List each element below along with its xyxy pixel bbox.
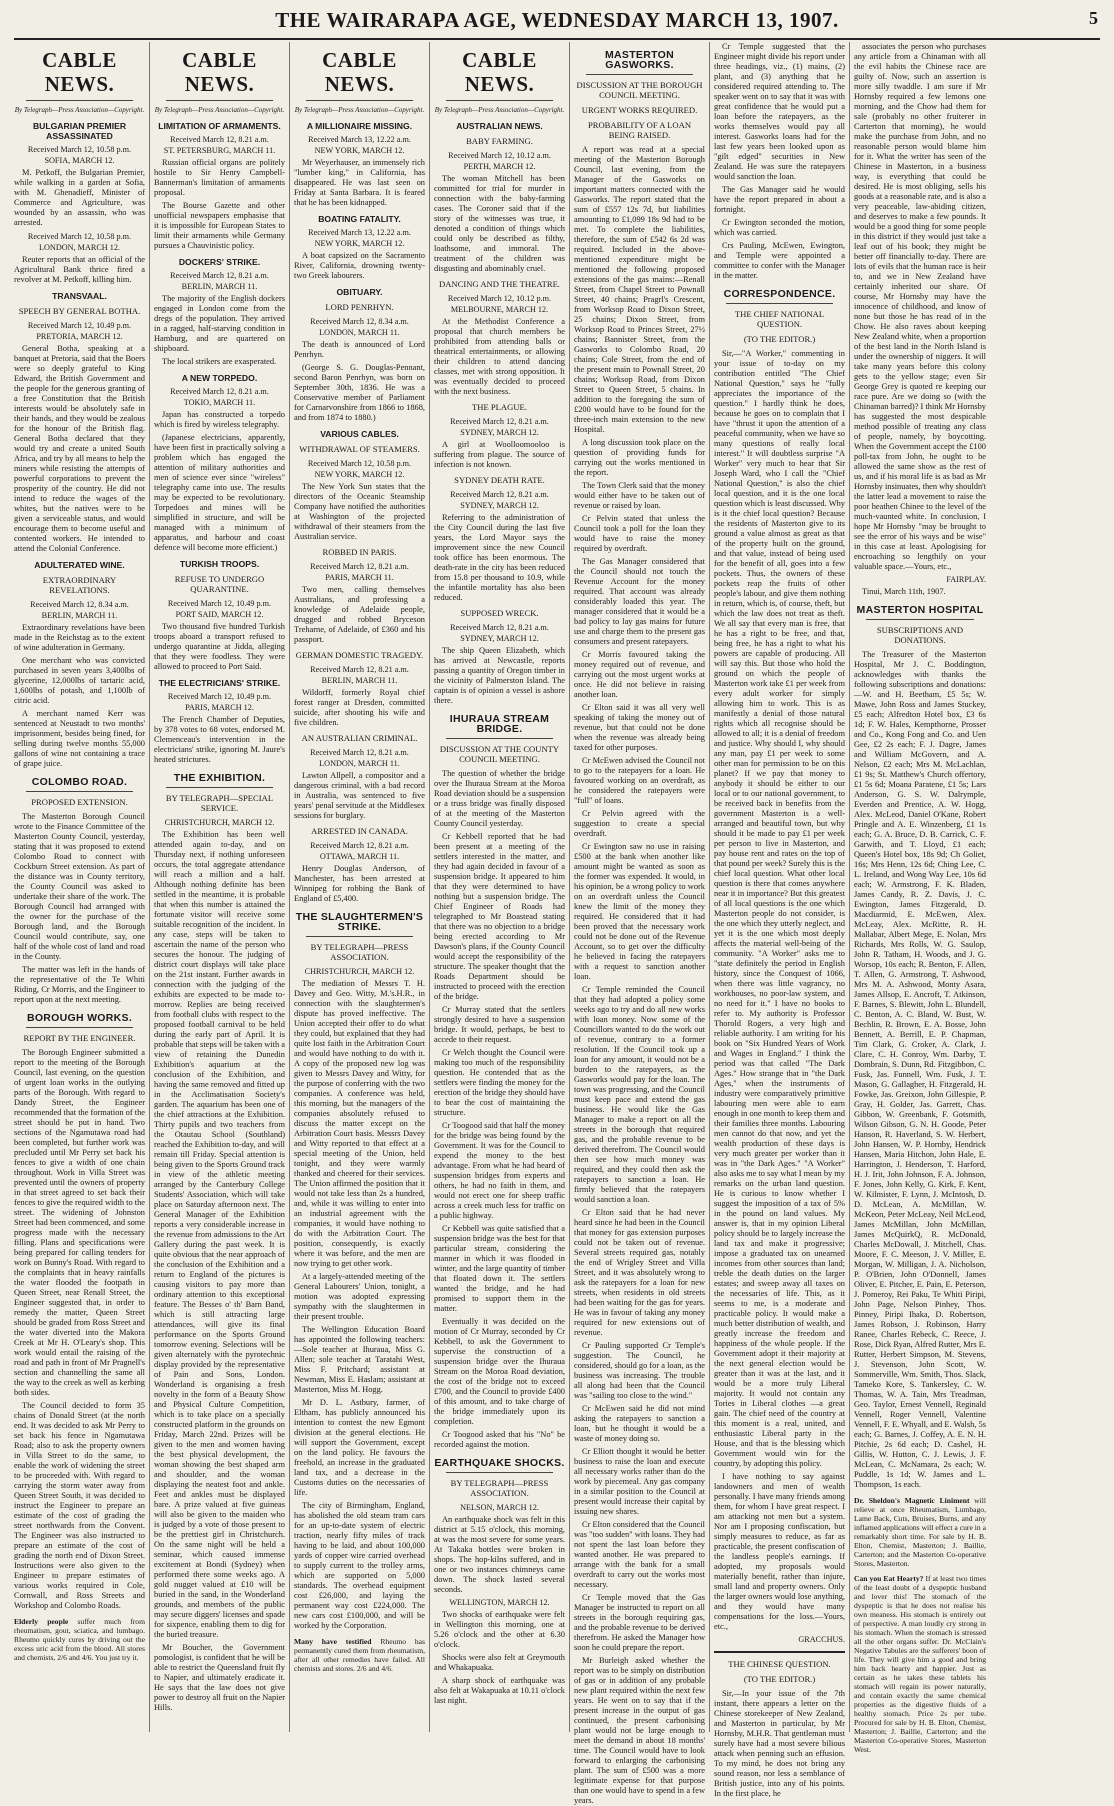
newspaper-page	[10, 42, 1104, 1805]
column-1	[10, 42, 150, 1732]
dateline: SYDNEY, MARCH 12.	[460, 501, 539, 510]
section-heading: TRANSVAAL.	[52, 291, 107, 301]
divider	[446, 100, 553, 101]
subheading: ROBBED IN PARIS.	[322, 547, 397, 557]
subheading: THE CHIEF NATIONAL QUESTION.	[734, 309, 825, 329]
subheading: THE CHINESE QUESTION.	[728, 1659, 831, 1669]
page-number: 5	[1089, 8, 1098, 28]
paragraph: The mediation of Messrs T. H. Davey and Geo. Witty, M.'s.H.R., in connection with the slaughtermen's dispute has proved ineffective. The Union accepted their offer to do what they could, but explained that they had quite lost faith in the Arbitration Court and would have nothing to do with it. A copy of the proposed new log was given to Messrs Davey and Witty, for the purpose of conferring with the two companies. A conference was held, this morning, but the managers of the companies absolutely refused to discuss the matter except on the Arbitration Court basis. Messrs Davey and Witty reported to that effect at a special meeting of the Union, held tonight, and they were warmly thanked and cheered for their services. The Union affirmed the position that it would not take less than 2s a hundred, and, while it was willing to enter into an industrial agreement with the companies, it would have nothing to do with the Arbitration Court. The position, consequently, is exactly where it was before, and the men are now trying to get other work.	[294, 979, 425, 1268]
paragraph: Extraordinary revelations have been made in the Reichstag as to the extent of wine adulteration in Germany.	[14, 623, 145, 652]
subheading: SUPPOSED WRECK.	[460, 608, 539, 618]
dateline: CHRISTCHURCH, MARCH 12.	[164, 818, 275, 827]
dateline: BERLIN, MARCH 11.	[321, 676, 398, 685]
byline: By Telegraph—Press Association—Copyright.	[434, 106, 565, 114]
paragraph: Cr Morris favoured taking the money required out of revenue, and carrying out the most urgent works at once. He did not believe in raising another loan.	[574, 650, 705, 699]
paragraph: The French Chamber of Deputies, by 378 votes to 68 votes, endorsed M. Clemenceau's intervention in the electricians' strike, ignoring M. Jaure's heated strictures.	[154, 715, 285, 764]
paragraph: Eventually it was decided on the motion of Cr Murray, seconded by Cr Kebbell, to ask the Government to supervise the construction of a suspension bridge over the Ihuraua Stream on the Moroa Road deviation, the cost of the bridge not to exceed £700, and the Council to provide £400 of this amount, and to take charge of the bridge immediately upon its completion.	[434, 1317, 565, 1426]
column-2	[150, 42, 290, 1732]
subheading: DISCUSSION AT THE COUNTY COUNCIL MEETING.	[439, 744, 560, 764]
article-heading: BOROUGH WORKS.	[26, 1012, 133, 1024]
received-line: Received March 12, 10.49 p.m.	[27, 321, 132, 330]
paragraph: At a largely-attended meeting of the General Labourers' Union, tonight, a motion was adopted expressing sympathy with the slaughtermen in their present trouble.	[294, 1272, 425, 1321]
received-line: Received March 12, 8.21 a.m.	[310, 841, 409, 850]
paragraph: M. Petkoff, the Bulgarian Premier, while walking in a garden at Sofia, with M. Ghenadieff, Minister of Commerce and Agriculture, was wounded by an assassin, who was arrested.	[14, 168, 145, 227]
section-heading: OBITUARY.	[336, 287, 383, 297]
paragraph: Mr D. L. Astbury, farmer, of Eltham, has publicly announced his intention to contest the new Egmont division at the general elections. He will support the Government, except on the land policy. He favours the freehold, an increase in the graduated land tax, and a decrease in the Customs duties on the necessaries of life.	[294, 1398, 425, 1497]
advert-text: Rheumo has permanently cured them from rheumatism, after all other remedies have failed. All chemists and stores. 2/6 and 4/6.	[294, 1637, 425, 1673]
advertisement	[854, 1496, 986, 1568]
paragraph: (George S. G. Douglas-Pennant, second Baron Penrhyn, was born on September 30th, 1836. He was a Conservative member of Parliament for Carnarvonshire from 1866 to 1868, and from 1874 to 1880.)	[294, 363, 425, 422]
subheading: (TO THE EDITOR.)	[743, 1674, 816, 1684]
paragraph: Cr Pauling supported Cr Temple's suggestion. The Council, he considered, should go for a loan, as the business was increasing. The trouble all along had been that the Council was "sailing too close to the wind."	[574, 1341, 705, 1400]
subheading: PROPOSED EXTENSION.	[31, 797, 128, 807]
paragraph: General Botha, speaking at a banquet at Pretoria, said that the Boers were so deeply grateful to King Edward, the British Government and the people for the generous granting of a free Constitution that the British interests would be absolutely safe in their hands, and they would be zealous for the honour of the British flag. General Botha declared that they would try and create a united South Africa, and try by all means to help the miners while resisting the attempts of powerful corporations to prevent the prosperity of the country. He did not intend to reduce the wages of the whites, but the natives were to be given a serviceable status, and would encourage them to become useful and contented workers. He intended to attend the Colonial Conference.	[14, 344, 145, 553]
dateline: SYDNEY, MARCH 12.	[460, 634, 539, 643]
paragraph: Cr Temple moved that the Gas Manager be instructed to report on all streets in the borough requiring gas, and the probable revenue to be derived therefrom. He asked the Manager how soon he could prepare the report.	[574, 1593, 705, 1652]
section-heading: TURKISH TROOPS.	[179, 559, 260, 569]
paragraph: Mr Boucher, the Government pomologist, is confident that he will be able to restrict the Queensland fruit fly to Napier, and ultimately eradicate it. He says that the law does not give power to destroy all fruit on the Napier Hills.	[154, 1643, 285, 1712]
paragraph: The city of Birmingham, England, has abolished the old steam tram cars for an up-to-date system of electric traction, nearly fifty miles of track having to be laid, and about 100,000 yards of copper wire carried overhead to supply current to the trolley arms, which are supported on 5,000 standards. The overhead equipment cost £26,000, and laying the permanent way cost £224,000. The new cars cost £100,000, and will be worked by the Corporation.	[294, 1501, 425, 1630]
advertisement	[294, 1637, 425, 1673]
paragraph: Cr McEwen advised the Council not to go to the ratepayers for a loan. He favoured working on an overdraft, as he considered the ratepayers were "full" of loans.	[574, 756, 705, 805]
section-heading: AUSTRALIAN NEWS.	[456, 121, 543, 131]
column-7	[850, 42, 990, 1754]
paragraph: Cr Elton considered that the Council was "too sudden" with loans. They had not spent the last loan before they wanted another. He was prepared to arrange with the bank for a small overdraft to carry out the works most necessary.	[574, 1520, 705, 1589]
subheading: WITHDRAWAL OF STEAMERS.	[299, 444, 420, 454]
subheading: PROBABILITY OF A LOAN BEING RAISED.	[587, 120, 692, 140]
dateline: OTTAWA, MARCH 11.	[319, 852, 400, 861]
subheading: BY TELEGRAPH—PRESS ASSOCIATION.	[450, 1478, 549, 1498]
dateline: SOFIA, MARCH 12.	[44, 156, 115, 165]
subheading: SPEECH BY GENERAL BOTHA.	[18, 306, 141, 316]
subheading: ARRESTED IN CANADA.	[311, 826, 408, 836]
dateline: BERLIN, MARCH 11.	[181, 282, 258, 291]
paragraph: The matter was left in the hands of the representative of the Te Whiti Riding, Cr Morris, and the Engineer to report upon at the next meeting.	[14, 965, 145, 1004]
paragraph: Two thousand five hundred Turkish troops aboard a transport refused to undergo quarantine at Jidda, alleging that they were foodless. They were allowed to proceed to Port Said.	[154, 622, 285, 671]
received-line: Received March 12, 8.21 a.m.	[170, 387, 269, 396]
dateline: PARIS, MARCH 12.	[185, 703, 254, 712]
dateline: MELBOURNE, MARCH 12.	[450, 305, 549, 314]
divider	[714, 1651, 845, 1653]
column-3	[290, 42, 430, 1732]
received-line: Received March 12, 8.21 a.m.	[310, 562, 409, 571]
subheading: BY TELEGRAPH—SPECIAL SERVICE.	[165, 793, 274, 813]
paragraph: Cr Toogood said that half the money for the bridge was being found by the Government. It was for the Council to expend the money to the best advantage. From what he had heard of suspension bridges from experts and others, he had no faith in them, and would not erect one for sheep traffic across a creek much less for traffic on a public highway.	[434, 1121, 565, 1220]
dateline: NELSON, MARCH 12.	[460, 1503, 539, 1512]
dateline: LONDON, MARCH 11.	[319, 759, 400, 768]
cable-news-heading: CABLE NEWS.	[182, 48, 257, 96]
paragraph: A girl at Woolloomooloo is suffering from plague. The source of infection is not known.	[434, 440, 565, 469]
section-heading: A MILLIONAIRE MISSING.	[306, 121, 413, 131]
subheading: DANCING AND THE THEATRE.	[439, 279, 560, 289]
divider	[306, 936, 413, 937]
paragraph: Lawton Allpell, a compositor and a dangerous criminal, with a bad record in Australia, was sentenced to five years' penal servitude at the Middlesex sessions for burglary.	[294, 771, 425, 820]
advert-lead: Elderly people	[14, 1617, 78, 1626]
divider	[166, 100, 273, 101]
received-line: Received March 12, 8.21 a.m.	[310, 748, 409, 757]
divider	[26, 100, 133, 101]
paragraph: Cr Temple reminded the Council that they had adopted a policy some weeks ago to try and do all new works with loan money. Now some of the Councillors wanted to do the work out of revenue, contrary to a former resolution. If the Council took up a loan for any amount, it would not be a burden to the ratepayers, as the Gasworks would pay for the loan. The town was progressing, and the Council must keep pace and extend the gas business. He would like the Gas Manager to make a report on all the streets in the borough that required gas, and the probable revenue to be derived therefrom. The Council would then see how much money was required, and they could then ask the ratepayers to sanction a loan. He firmly believed that the ratepayers would sanction a loan.	[574, 985, 705, 1204]
subheading: SYDNEY DEATH RATE.	[454, 475, 545, 485]
advert-text: will relieve at once Rheumatism, Lumbago, Lame Back, Cuts, Bruises, Burns, and any inflamed applications will effect a cure in a remarkably short time. For sale by H. B. Elton, Chemist, Masterton; J. Baillie, Carterton; and the Masterton Co-operative Stores, Masterton.	[854, 1496, 986, 1568]
paragraph: The woman Mitchell has been committed for trial for murder in connection with the baby-farming cases. The Coroner said that if the story of the witnesses was true, it denoted a condition of things which could only be described as filthy, loathsome, and immoral. The treatment of the children was disgusting and abominably cruel.	[434, 174, 565, 273]
divider	[446, 1472, 553, 1473]
advert-text: If at least two times of the least doubt of a dyspeptic husband and lover this! The stomach of the dyspeptic is that he does not realise his own meaness. His stomach is entirely out of perspective. A man loudly cry strong in his stomach. When the stomach is stressed all the other organs suffer. Dr. McClain's Negative Tabules are the sufferers' boon of life. They will give him a good and bring him back hearty and happier. Just as certain as he takes these tablets his stomach will regain its power naturally, and contain exactly the same chemical properties as the digestive fluids of a healthy stomach. Price 2s per tube. Procured for sale by H. B. Elton, Chemist, Masterton; J. Baillie, Carterton; and the Masterton Co-operative Stores, Masterton West.	[854, 1574, 987, 1754]
received-line: Received March 12, 10.12 p.m.	[447, 294, 552, 303]
dateline: PORT SAID, MARCH 12.	[175, 610, 264, 619]
divider	[446, 738, 553, 739]
column-5	[570, 42, 710, 1805]
paragraph: Sir,—In your issue of the 7th instant, there appears a letter on the Chinese storekeeper of New Zealand, and Masterton in particular, by Mr Hornsby, M.H.R. That gentleman must surely have had a most severe bilious attack when penning such an effusion. To my mind, he does not bring any sound reason, nor less a semblance of British justice, into any of his points. In the first place, he	[714, 1689, 845, 1798]
paragraph: Mr Burleigh asked whether the report was to be simply on distribution of gas or in addition of any probable new plant required within the next few years. He went on to say that if the present increase in the output of gas continued, the present carbonising plant would not be large enough to meet the demand in about 18 months' time. The Council would have to look forward to enlarging the carbonising plant. The sum of £500 was a more legitimate expense for that purpose than one would have to spend in a few years.	[574, 1656, 705, 1805]
subheading: BABY FARMING.	[466, 136, 533, 146]
dateline: WELLINGTON, MARCH 12.	[449, 1598, 550, 1607]
dateline: PRETORIA, MARCH 12.	[36, 332, 123, 341]
advert-lead: Dr. Sheldon's Magnetic Liniment	[854, 1496, 975, 1505]
dateline: NEW YORK, MARCH 12.	[314, 146, 405, 155]
paragraph: Cr Pelvin agreed with the suggestion to create a special overdraft.	[574, 809, 705, 838]
section-heading: A NEW TORPEDO.	[181, 373, 258, 383]
byline: By Telegraph—Press Association—Copyright.	[154, 106, 285, 114]
article-heading: MASTERTON HOSPITAL	[856, 604, 984, 616]
paragraph: Cr Elliott thought it would be better business to raise the loan and execute all necessary works rather than do the work by piecemeal. Any gas company in a similar position to the Council at present would increase their capital by issuing new shares.	[574, 1447, 705, 1516]
section-heading: THE ELECTRICIANS' STRIKE.	[158, 678, 281, 688]
divider	[726, 303, 833, 304]
paragraph: Sir,—"A Worker," commenting in your issue of to-day on my contribution entitled "The Chief National Question," says he "fully appreciates the importance of the question." I hardly think he does, because he goes on to complain that I have "thrust it upon the attention of a peaceful community, when we have so many questions of really local interest." It will doubtless surprise "A Worker" very much to hear that Sir Joseph Ward, who I call the "Chief National Question," is also the chief local question, and it is the one local question which is least discussed. Why is it the chief local question? Because the residents of Masterton give to its ground a value almost as great as that of the property built on the ground, and that value, instead of being used for the benefit of all, goes into a few pockets. Thus, the owners of these pockets reap the fruits of other people's labour, and give them nothing in return, which is, of course, theft, but which the law does not treat as theft. We all say that every man is free, that he has a right to be free, and that, being free, he has a right to what his powers are capable of producing. All will say this. But those who hold the ground on which the people of Masterton work take £1 per week from every adult worker for simply allowing him to work. This is as manifestly a denial of those natural rights which all recognise should be allowed to all; it is a denial of freedom and justice. Why should I, why should any man, pay £1 per week to some other man for permission to be on this planet? If we pay that money to anybody it should be either to our local or to our national government, to be received back in benefits from the government Masterton is a well-arranged and beautiful town, but why should it be made to pay £1 per week per person to live in Masterton, and pay house rent and rates on the top of that pound per week? Surely this is the chief local question. What other local question is there that comes anywhere near it in importance? But this greatest of all local questions is the one which Masterton people do not consider, is the one which they utterly neglect, and yet it is the one which most deeply affects the material well-being of the community. "A Worker" asks me to "state definitely the period in English history, since the Conquest of 1066, when there was little vagrancy, no workhouses, no poor-law system, and no need for it." I have no books to refer to. My authority is Professor Thorold Rogers, a very high and reliable authority. I am writing for his book on "Six Hundred Years of Work and Wages in England." I think the period was that called "The Dark Ages." How strange that in "the Dark Ages," when the instruments of industry were comparatively primitive labouring men were able to earn enough in one month to keep them and their families three months. Labouring men cannot do that now, and yet the wealth production of these days is very much greater per worker than it was in "the Dark Ages." "A Worker" also asks me to say what I mean by my remarks on the urban land question. He is curious to know whether I suggest the imposition of a tax of 5% in the pound on land values. My answer is, that in my opinion Liberal policy should be to largely increase the land tax and make it progressive; impose a graduated tax on unearned incomes from other sources than land; treble the death duties on the larger estates; and sweep away all taxes on the necessaries of life. This, as it seems to me, is a moderate and practicable policy. It would make a much better distribution of wealth, and greatly increase the freedom and happiness of the whole people. If the Government adopt it their majority at the next general election would be greater than it was at the last, and it would be a more truly Liberal majority. It would not contain any Tories in Liberal clothes —a great gain. The chief need of the country at this moment is a real, united, and enthusiastic Liberal party in the House, and that is the blessing which Government would win for the country, by adopting this policy.	[714, 349, 846, 1468]
article-heading: THE EXHIBITION.	[173, 772, 266, 784]
received-line: Received March 13, 12.22 a.m.	[308, 135, 411, 144]
paragraph: The Treasurer of the Masterton Hospital, Mr J. C. Boddington, acknowledges with thanks the following subscriptions and donations:—W. and H. Beetham, £5 5s; W. Mawe, John Ross and James Stuckey, £5 each; Alfredton Hotel box, £3 6s 1d; F. W. Hales, Kempthorne, Prosser and Co., Kong Fong and Co. and Uen Gee, £2 2s each; F. J. Dagre, James and William McGovern, and A. Nelson, £2 each; Mrs M. McLachlan, £1 9s; St. Matthew's Church offertory, £1 5s 6d; Moana Paratene, £1 5s; Lars Anderson, G. S. W. Dalrymple, Everden and Prentice, A. W. Hogg, Alex. McLeod, Daniel O'Kane, Robert Pringle and A. E. Winzenberg, £1 1s each; G. A. Bruce, D. B. Carrick, C. F. Garwith, and T. Lloyd, £1 each; Queen's Hotel box, 18s 9d; Ch Goliet, 16s; Mrs Henn, 12s 6d; Ching Lee, C. L. Ireland, and Wong Way Lee, 10s 6d each; W. Armstrong, F. K. Bladen, James Candy, R. Z. Davis, J. C. Ewington, James Fitzgerald, D. Macdiarmid, E. McEwen, Alex. McLeay, Alex. McRitte, R. H. Mallabar, Albert Mege, E. Nolan, Mrs Richards, Mrs Rolls, W. G. Saulop, John R. Tatham, H. Woods, and J. G. Worsop, 10s each; R. Benton, F. Allen, T. Allen, G. Armstrong, T. Ashwood, Mrs M. A. Ashwood, Monty Asara, James Allsop, E. Ancroft, T. Atkinson, F. Barnes, S. Blewitt, John L. Blundell, C. Benton, A. C. Bland, W. Bust, W. Bechlin, R. Brown, E. A. Bosse, John Bennett, A. Berrill, E. P. Chapman, Tim Clark, G. Croker, A. Clark, J. Clare, C. H. Conroy, Wm. Darby, T. Dombrain, S. Dunn, Rd. Fitzgibbon, C. Fusk, Jas. Funnell, Wm. Fusk, J. T. Mason, G. Gallagher, H. Fitzgerald, H. Fowke, Jas. Greixon, John Gillespie, P. Gray, H. Golder, Jas. Garrett, Chas. Gibbon, W. Greenbank, F. Gotsmith, Wilson Gibson, G. N. H. Goode, Peter Hanson, R. Haverland, S. W. Herbert, John Hansen, W. P. Hornby, Hendrick Hansen, Maria Hitchon, John Hale, E. Harrington, J. Henderson, T. Harford, H. J. Irit, John Johnson, F. A. Johnson, F. Jones, John Kelly, G. Kirk, F. Kent, W. Kilmister, F. Lynn, J. McIntosh, D. D. McLean, A. McMillan, W. McKeon, Peter McLeay, Neil McLeod, James McMillan, John McMillan, James McQuirkQ, R. McDonald, Charles McDowall, J. Mitchell, Chas. Moore, F. C. Meeson, J. V. Miller, E. Morgan, W. Milligan, J. A. Nicholson, P. O'Brien, John O'Donnell, James Oliver, E. Pitcher, E. Pain, E. Peterson, J. Pomeroy, Rei Paku, Te Whiti Piripi, John Page, Nelson Pinhey, Thos. Pinney, Piripi Ihaka, D. Robertson, James Robson, J. Robinson, Harry Ranee, Charles Rebeck, C. Reece, J. Rose, Dick Ryan, Alfred Rutter, Mrs E. Rutter, Herbert Simpson, M. Stevens, J. Stevenson, John Scott, W. Sommerville, Wm. Smith, Thos. Slack, Tameko Kore, S. Tankersley, C. W. Thomas, W. A. Tain, Mrs Treadman, Geo. Taylor, Ernest Vennell, Reginald Vennell, Roger Vennell, Valentine Vennell, F. E. Whyall, and E. Walsh, 5s each; G. Barnes, J. Coffey, A. E. N. H. Pitchie, 2s 6d each; D. Cashel, H. Gillis, W. Hutton, C. J. Lewis, J. F. McLean, C. McNamara, 2s each; W. Puddle, 1s 1d; W. James and L. Thompson, 1s each.	[854, 650, 986, 1489]
received-line: Received March 12, 8.21 a.m.	[450, 490, 549, 499]
article-heading: EARTHQUAKE SHOCKS.	[434, 1457, 565, 1469]
dateline: NEW YORK, MARCH 12.	[314, 470, 405, 479]
byline: By Telegraph—Press Association—Copyright.	[294, 106, 425, 114]
received-line: Received March 12, 10.49 p.m.	[167, 599, 272, 608]
paragraph: The New York Sun states that the directors of the Oceanic Steamship Company have notified the authorities at Washington of the projected withdrawal of their steamers from the Australian service.	[294, 482, 425, 541]
paragraph: The Gas Manager said he would have the report prepared in about a fortnight.	[714, 185, 845, 214]
dateline: ST. PETERSBURG, MARCH 11.	[163, 146, 276, 155]
paragraph: Crs Pauling, McEwen, Ewington, and Temple were appointed a committee to confer with the Manager in the matter.	[714, 241, 845, 280]
subheading: EXTRAORDINARY REVELATIONS.	[42, 575, 117, 595]
paragraph: The Council decided to form 35 chains of Donald Street (at the north end. It was decided to ask Mr Perry to set back his fence in Ngamutawa Road; also to ask the property owners in Villa Street to do the same, to enable the work of widening the street to be proceeded with. With regard to carrying the storm water away from Queen Street South, it was decided to instruct the Engineer to prepare an estimate of the cost of grading the street northwards from the Convent. The Engineer was also instructed to prepare an estimate of the cost of grading the north end of Dixon Street. Instructions were also given to the Engineer to prepare estimates of various works required in Cole, Cornwall, and Ross Streets and Workshop and Colombo Roads.	[14, 1401, 145, 1610]
column-4	[430, 42, 570, 1732]
column-6	[710, 42, 850, 1798]
subheading: URGENT WORKS REQUIRED.	[581, 105, 698, 115]
paragraph: A boat capsized on the Sacramento River, California, drowning twenty-two Greek labourers.	[294, 251, 425, 280]
subheading: THE PLAGUE.	[472, 402, 527, 412]
divider	[26, 1027, 133, 1028]
advert-text: suffer much from rheumatism, gout, sciatica, and lumbago. Rheumo quickly cures by driving out the excess uric acid from the blood. All stores and chemists, 2/6 and 4/6. You just try it.	[14, 1617, 145, 1662]
paragraph: Cr Elton said that he had never heard since he had been in the Council that money for gas extension purposes could not be taken out of revenue. Several streets required gas, notably the end of Wrigley Street and Villa Street, and it was absolutely wrong to ask the ratepayers for a loan for new streets, when residents in old streets had been waiting for the gas for years. He was in favour of taking any money required for new extensions out of revenue.	[574, 1208, 705, 1337]
subheading: LORD PENRHYN.	[325, 302, 394, 312]
section-heading: VARIOUS CABLES.	[320, 429, 399, 439]
paragraph: Cr Ewington seconded the motion, which was carried.	[714, 218, 845, 237]
paragraph: A report was read at a special meeting of the Masterton Borough Council, last evening, from the Manager of the Gasworks on important matters connected with the Gasworks. The report stated that the sum of £557 12s 7d, but liabilities amounting to £1,099 18s 9d had to be met. To complete the liabilities, therefore, the sum of £542 6s 2d was required. Included in the above-mentioned expenditure might be mentioned the following proposed extensions of the gas mains:—Renall Street, from Chapel Street to Pownall Street, 40 chains; Pragrl's Crescent, from Worksop Road to Dixon Street, 25 chains; Dixon Street, from Worksop Road to Princes Street, 27½ chains; Bannister Street, from the Gasworks to Colombo Road, 20 chains; Cole Street, from the end of the present main to Pownall Street, 20 chains; Worksop Road, from Dixon Street to Queen Street, 5 chains. In addition to the foregoing the sum of £200 would have to be found for the three-inch main extension to the new Hospital.	[574, 145, 705, 434]
received-line: Received March 12, 8.21 a.m.	[170, 271, 269, 280]
divider	[26, 791, 133, 792]
paragraph: The death is announced of Lord Penrhyn.	[294, 340, 425, 359]
signature: GRACCHUS.	[798, 1635, 845, 1644]
received-line: Received March 12, 8.34 a.m.	[30, 600, 129, 609]
subheading: (TO THE EDITOR.)	[743, 334, 816, 344]
paragraph: The Masterton Borough Council wrote to the Finance Committee of the Masterton County Council, yesterday, stating that it was proposed to extend Colombo Road to connect with Cockburn Street extension. As part of the distance was in County territory, the County Council was asked to undertake their share of the work. The Borough Council had arranged with the owner for the purchase of the Borough land, and the Borough Council would contribute, say, one half of the whole cost of land and road in the County.	[14, 812, 145, 961]
article-heading: IHURAUA STREAM BRIDGE.	[449, 713, 550, 735]
dateline: SYDNEY, MARCH 12.	[460, 428, 539, 437]
paragraph: Mr Weyerhauser, an immensely rich "lumber king," in California, has disappeared. He was last seen on Friday at Santa Barbara. It is feared that he has been kidnapped.	[294, 158, 425, 207]
received-line: Received March 12, 10.49 p.m.	[167, 692, 272, 701]
dateline: LONDON, MARCH 11.	[319, 328, 400, 337]
paragraph: Reuter reports that an official of the Agricultural Bank thrice fired a revolver at M. Petkoff, killing him.	[14, 255, 145, 284]
received-line: Received March 12, 10.58 p.m.	[27, 232, 132, 241]
paragraph: Cr Ewington saw no use in raising £500 at the bank when another like amount might be wanted as soon as the former was expended. It would, in his opinion, be a wrong policy to work on an overdraft unless the Council knew the limit of the money they required. He considered that it had been proved that the necessary work could not be done out of the Revenue Account, so to get over the difficulty he believed in facing the ratepayers with a request to sanction another loan.	[574, 842, 705, 981]
section-heading: BOATING FATALITY.	[318, 214, 401, 224]
paragraph: The Borough Engineer submitted a report to the meeting of the Borough Council, last evening, on the question of urgent loan works in the outlying parts of the Borough. With regard to Dandy Street, the Engineer recommended that the formation of the street should be put in hand. Two sections of the Ngamutawa road had been completed, but further work was precluded until Mr Perry set back his fences to give a width of one chain throughout. Work in Villa Street was prevented until the owners of property in that street agreed to set back their fences to give the required width to the street. The widening of Johnston Street had been commenced, and some progress made with the necessary filling. Plans and specifications were being prepared for calling tenders for work on Bunny's Road. With regard to the complaints that in heavy rainfalls the water flooded the footpath in Queen Street, near Renall Street, the Engineer suggested that, in order to remedy the matter, Queen Street should be graded from Ross Street and the water diverted into the Makora Creek at Mr H. O'Leary's shop. This work would entail the raising of the road and path in front of Mr Pragnell's section and channelling the same all the way to the creek as well as kerbing both sides.	[14, 1048, 145, 1397]
paragraph: An earthquake shock was felt in this district at 5.15 o'clock, this morning, at was the most severe for some years. At Takaka bottles were broken in shops. The hop-kilns suffered, and in one or two instances chimneys came down. The shock lasted several seconds.	[434, 1515, 565, 1594]
cable-news-heading: CABLE NEWS.	[462, 48, 537, 96]
paragraph: One merchant who was convicted purchased in seven years 3,400lbs of glycerine, 12,000lbs of tartaric acid, 1,600lbs of potash, and 1,100lb of citric acid.	[14, 656, 145, 705]
divider	[306, 100, 413, 101]
paragraph: Cr Welch thought the Council were making too much of the responsibility question. He contended that as the settlers were finding the money for the erection of the bridge they should have to bear the cost of maintaining the structure.	[434, 1048, 565, 1117]
paragraph: Cr Murray stated that the settlers strongly desired to have a suspension bridge. It would, perhaps, be best to accede to their request.	[434, 1005, 565, 1044]
signature: FAIRPLAY.	[946, 575, 986, 584]
subheading: AN AUSTRALIAN CRIMINAL.	[301, 733, 418, 743]
subheading: REFUSE TO UNDERGO QUARANTINE.	[174, 574, 265, 594]
subheading: SUBSCRIPTIONS AND DONATIONS.	[876, 625, 964, 645]
paragraph: The Town Clerk said that the money would either have to be taken out of revenue or raised by loan.	[574, 481, 705, 510]
paragraph: Cr McEwen said he did not mind asking the ratepayers to sanction a loan, but he thought it would be a waste of money doing so.	[574, 1404, 705, 1443]
paragraph: Wildorff, formerly Royal chief forest ranger at Dresden, committed suicide, after shooting his wife and five children.	[294, 688, 425, 727]
received-line: Received March 12, 8.21 a.m.	[450, 417, 549, 426]
dateline: PERTH, MARCH 12.	[463, 162, 536, 171]
article-heading: THE SLAUGHTERMEN'S STRIKE.	[295, 911, 424, 933]
paragraph: The majority of the English dockers engaged in London come from the dregs of the population. They arrived in a ragged, half-starving condition in Hamburg, and are quartered on shipboard.	[154, 294, 285, 353]
paragraph: Tinui, March 11th, 1907.	[862, 587, 946, 596]
divider	[166, 787, 273, 788]
divider	[866, 619, 974, 620]
dateline: CHRISTCHURCH, MARCH 12.	[304, 967, 415, 976]
paragraph: The Gas Manager considered that the Council should not touch the Revenue Account for the money required. That account was already considerably loaded this year. The manager considered that it would be a bad policy to lay gas mains for future use and charge them to the present gas consumers and present ratepayers.	[574, 557, 705, 646]
paragraph: The Wellington Education Board has appointed the following teachers:—Sole teacher at Ihuraua, Miss G. Allen; sole teacher at Taratahi West, Miss F. Pritchard; assistant at Newman, Miss E. Haslam; assistant at Masterton, Miss M. Hogg.	[294, 1325, 425, 1394]
received-line: Received March 12, 10.58 p.m.	[27, 145, 132, 154]
received-line: Received March 12, 8.21 a.m.	[310, 665, 409, 674]
article-heading: COLOMBO ROAD.	[31, 776, 128, 788]
divider	[586, 74, 693, 75]
subheading: REPORT BY THE ENGINEER.	[23, 1033, 136, 1043]
article-heading: MASTERTON GASWORKS.	[604, 49, 674, 71]
received-line: Received March 12, 8.34 a.m.	[310, 317, 409, 326]
paragraph: A sharp shock of earthquake was also felt at Wakapuaka at 10.11 o'clock last night.	[434, 1676, 565, 1705]
received-line: Received March 13, 12.22 a.m.	[308, 228, 411, 237]
dateline: PARIS, MARCH 11.	[325, 573, 394, 582]
received-line: Received March 12, 10.58 p.m.	[307, 459, 412, 468]
paragraph: Referring to the administration of the City Council during the last five years, the Lord Mayor says the improvement since the new Council took office has been enormous. The death-rate in the city has been reduced from 15.8 per thousand to 10.9, while the infantile mortality has also been reduced.	[434, 513, 565, 602]
article-heading: CORRESPONDENCE.	[723, 288, 836, 300]
byline: By Telegraph—Press Association—Copyright.	[14, 106, 145, 114]
dateline: LONDON, MARCH 12.	[39, 243, 120, 252]
subheading: GERMAN DOMESTIC TRAGEDY.	[295, 650, 424, 660]
paragraph: Cr Elton said it was all very well speaking of taking the money out of revenue, but that could not be done when the revenue was already being taxed for other purposes.	[574, 703, 705, 752]
newspaper-title: THE WAIRARAPA AGE, WEDNESDAY MARCH 13, 1907.	[275, 8, 839, 32]
paragraph: Russian official organs are politely hostile to Sir Henry Campbell-Bannerman's limitation of armaments proposal.	[154, 158, 285, 197]
paragraph: Henry Douglas Anderson, of Manchester, has been arrested at Winnipeg for robbing the Bank of England of £5,400.	[294, 864, 425, 903]
advertisement	[854, 1574, 986, 1754]
paragraph: Two shocks of earthquake were felt in Wellington this morning, one at 5.26 o'clock and the other at 6.30 o'clock.	[434, 1610, 565, 1649]
paragraph: Cr Toogood asked that his "No" be recorded against the motion.	[434, 1430, 565, 1449]
paragraph: Japan has constructed a torpedo which is fired by wireless telegraphy.	[154, 410, 285, 429]
paragraph: Cr Kebbell reported that he had been present at a meeting of the settlers interested in the matter, and they had again decided in favour of a suspension bridge. It appeared to him that they were determined to have nothing but a suspension bridge. The Chief Engineer of Roads had telegraphed to Mr Boastead stating that there was no objection to a bridge being erected according to Mr Dawson's plans, if the County Council would accept the responsibility of the structure. The speaker thought that the Roads Department should be instructed to proceed with the erection of the bridge.	[434, 832, 565, 1001]
dateline: TOKIO, MARCH 11.	[183, 398, 256, 407]
dateline: NEW YORK, MARCH 12.	[314, 239, 405, 248]
section-heading: DOCKERS' STRIKE.	[178, 257, 261, 267]
masthead	[14, 8, 1100, 40]
received-line: Received March 12, 8.21 a.m.	[170, 135, 269, 144]
paragraph: Cr Kebbell was quite satisfied that a suspension bridge was the best for that particular stream, considering the manner in which it was flooded in winter, and the large quantity of timber that floated down it. The settlers wanted the bridge, and he had promised to support them in the matter.	[434, 1224, 565, 1313]
paragraph: Cr Pelvin stated that unless the Council took a poll for the loan they would have to raise the money required by overdraft.	[574, 514, 705, 553]
paragraph: The Bourse Gazette and other unofficial newspapers emphasise that it is impossible for European States to limit their armaments while Germany pursues a Chauvinistic policy.	[154, 201, 285, 250]
paragraph: The question of whether the bridge over the Ihuraua Stream at the Moroa Road deviation should be a suspension or a truss bridge was finally disposed of at the meeting of the Masterton County Council yesterday.	[434, 769, 565, 828]
subheading: BY TELEGRAPH—PRESS ASSOCIATION.	[310, 942, 409, 962]
section-heading: ADULTERATED WINE.	[34, 560, 125, 570]
paragraph: associates the person who purchases any article from a Chinaman with all the evil habits the Chinese race are guilty of. Now, such an assertion is more silly twaddle. I am sure if Mr Hornsby required a few lemons one morning, and the Chow had them for sale (probably no other fruiterer in Carterton that morning), he would make the purchase from John, and no reasonable person would blame him for it. What the writer has seen of the Chinese in Masterton, in a business way, is everything that could be desired. He is most obliging, sells his goods at a reasonable rate, and is also a very peaceable, law-abiding citizen, and deserves to make a few pounds. It would be a good thing for some people in this district if they would just take a leaf out of his book; they might be better off financially to-day. There are lots of evils that the human race is heir to, and we in New Zealand have certainly inherited our share. Of course, Mr Hornsby may have the innocence of childhood, and know of none but those he has read of in the Chow. He also raves about keeping New Zealand white, when a proportion of the best land in the North Island is under the ownership of niggers. It will take many years before this colony gets to the yellow stage; even Sir George Grey is quoted re keeping our race pure. Are we doing so (with the Chinaman barred)? I think Mr Hornsby has suggested the most despicable method possible of treating any class of people, namely, by boycotting. When the Government accept the £100 poll-tax from John, he ought to be allowed the same show as the rest of us, and if his moral life is as bad as Mr Hornsby insinuates, then why shouldn't the latter lead a movement to raise the poor heathen Chinee to the level of the much-vaunted white. In conclusion, I hope Mr Hornsby "may be brought to see the error of his ways and be wise" in this case at least. Apologising for encroaching so lengthily on your valuable space.—Yours, etc.,	[854, 42, 987, 571]
advert-lead: Many have testified	[294, 1637, 381, 1646]
paragraph: The ship Queen Elizabeth, which has arrived at Newcastle, reports passing a quantity of Oregon timber in the vicinity of Palmerston Island. The captain is of opinion a vessel is ashore there.	[434, 646, 565, 705]
paragraph: The local strikers are exasperated.	[162, 357, 277, 366]
advert-lead: Can you Eat Hearty?	[854, 1574, 926, 1583]
dateline: BERLIN, MARCH 11.	[41, 611, 118, 620]
paragraph: A merchant named Kerr was sentenced at Neustadt to two months' imprisonment, besides being fined, for selling during twelve months 55,000 gallons of wine not containing a trace of grape juice.	[14, 709, 145, 768]
received-line: Received March 12, 8.21 a.m.	[450, 623, 549, 632]
paragraph: A long discussion took place on the question of providing funds for carrying out the works mentioned in the report.	[574, 438, 705, 477]
paragraph: Cr Temple suggested that the Engineer might divide his report under three headings, viz., (1) mains, (2) plant, and (3) anything that he considered required attending to. The speaker went on to say that it was with great confidence that he would put a loan before the ratepayers, as the works themselves would pay all interest. Gasworks loans had for the last few years been looked upon as "gilt edged" securities in New Zealand. He was sure the ratepayers would sanction the loan.	[714, 42, 845, 181]
advertisement	[14, 1617, 145, 1662]
paragraph: (Japanese electricians, apparently, have been first in practically solving a problem which has engaged the attention of military authorities and men of science ever since "wireless" telegraphy came into use. The results may be expected to be revolutionary. Torpedoes and mines will be simplified in structure, and will be managed with a minimum of apparatus, and harbour and coast defence will become more efficient.)	[154, 433, 285, 552]
paragraph: Shocks were also felt at Greymouth and Whakapuaka.	[434, 1653, 565, 1672]
section-heading: LIMITATION OF ARMAMENTS.	[158, 121, 281, 131]
paragraph: The Exhibition has been well attended again to-day, and on Thursday next, if nothing unforeseen occurs, the total aggregate attendance will reach a million and a half. Although nothing definite has been settled in the meantime, it is probable that when this number is attained the fortunate visitor will receive some suitable recognition of the incident. In any case, steps will be taken to ascertain the name of the person who secures the honour. The judging of district court displays will take place on the 21st instant. Further awards in connection with the judging of the exhibits are expected to be made to-morrow. Replies are being received from football clubs with respect to the proposed football carnival to be held during the early part of April. It is probable that steps will be taken with a view of retaining the Dunedin Exhibition's aquarium at the conclusion of the Exhibition, and having the same removed and fitted up in the Acclimatisation Society's garden. The aquarium has been one of the chief attractions at the Exhibition. Thirty pupils and two teachers from the Otautau School (Southland) reached the Exhibition to-day, and will remain till Friday. Special attention is being given to the Sports Ground track in view of the athletic meeting arranged by the Canterbury College Students' Association, which will take place on Saturday afternoon next. The General Manager of the Exhibition reports a very considerable increase in the revenue from admissions to the Art Gallery during the past week. It is quite obvious that the near approach of the conclusion of the Exhibition and a return to England of the pictures is causing visitors to pay more than ordinary attention to this exceptional feature. The Besses o' th' Barn Band, which is still attracting large attendances, will give its final performance on the Sports Ground tomorrow evening. Selections will be given alternately with the pyrotechnic display provided by the representative of Pain and Sons, London. Wonderland is organising a fresh novelty in the form of a Beauty Show and Physical Culture Competition, which is to take place on a specially constructed platform in the grounds on Friday, March 22nd. Prizes will be given to the men and women having the best physical development, the woman showing the best shaped arm and shoulder, and the woman displaying the neatest foot and ankle. Feet and ankles must be displayed bare. A prize valued at five guineas will also be given to the maiden who is judged by a vote of those present to be the prettiest girl in Christchurch. On the same night will be held a seminar, which caused immense excitement at Bondi (Sydney) when performed there some weeks ago. A gold nugget valued at £10 will be buried in the sand, in the Wonderland grounds, and members of the public may secure diggers' licenses and spade for sixpence, enabling them to dig for the buried treasure.	[154, 830, 285, 1639]
paragraph: Two men, calling themselves Australians, and professing a knowledge of Adelaide people, drugged and robbed Bryceson Treharne, of Adelaide, of £360 and his passport.	[294, 585, 425, 644]
cable-news-heading: CABLE NEWS.	[322, 48, 397, 96]
subheading: DISCUSSION AT THE BOROUGH COUNCIL MEETING.	[576, 80, 703, 100]
paragraph: At the Methodist Conference a proposal that church members be prohibited from attending balls or theatrical entertainments, or allowing their children to attend dancing classes, met with strong opposition. It was eventually decided to proceed with the next business.	[434, 317, 565, 396]
section-heading: BULGARIAN PREMIER ASSASSINATED	[32, 121, 127, 141]
cable-news-heading: CABLE NEWS.	[42, 48, 117, 96]
received-line: Received March 12, 10.12 a.m.	[448, 151, 551, 160]
paragraph: I have nothing to say against landowners and men of wealth personally. I have many friends among them, for whom I have great respect. I am attacking not men but a system. Nor am I proposing confiscation, but simply measures to reduce, as far as practicable, the present confiscation of the landless people's earnings. If adopted, my proposals would materially benefit, rather than injure, small land and property owners. Only the larger owners would lose anything, and they would have many compensations for the loss.—Yours, etc.,	[714, 1472, 845, 1631]
